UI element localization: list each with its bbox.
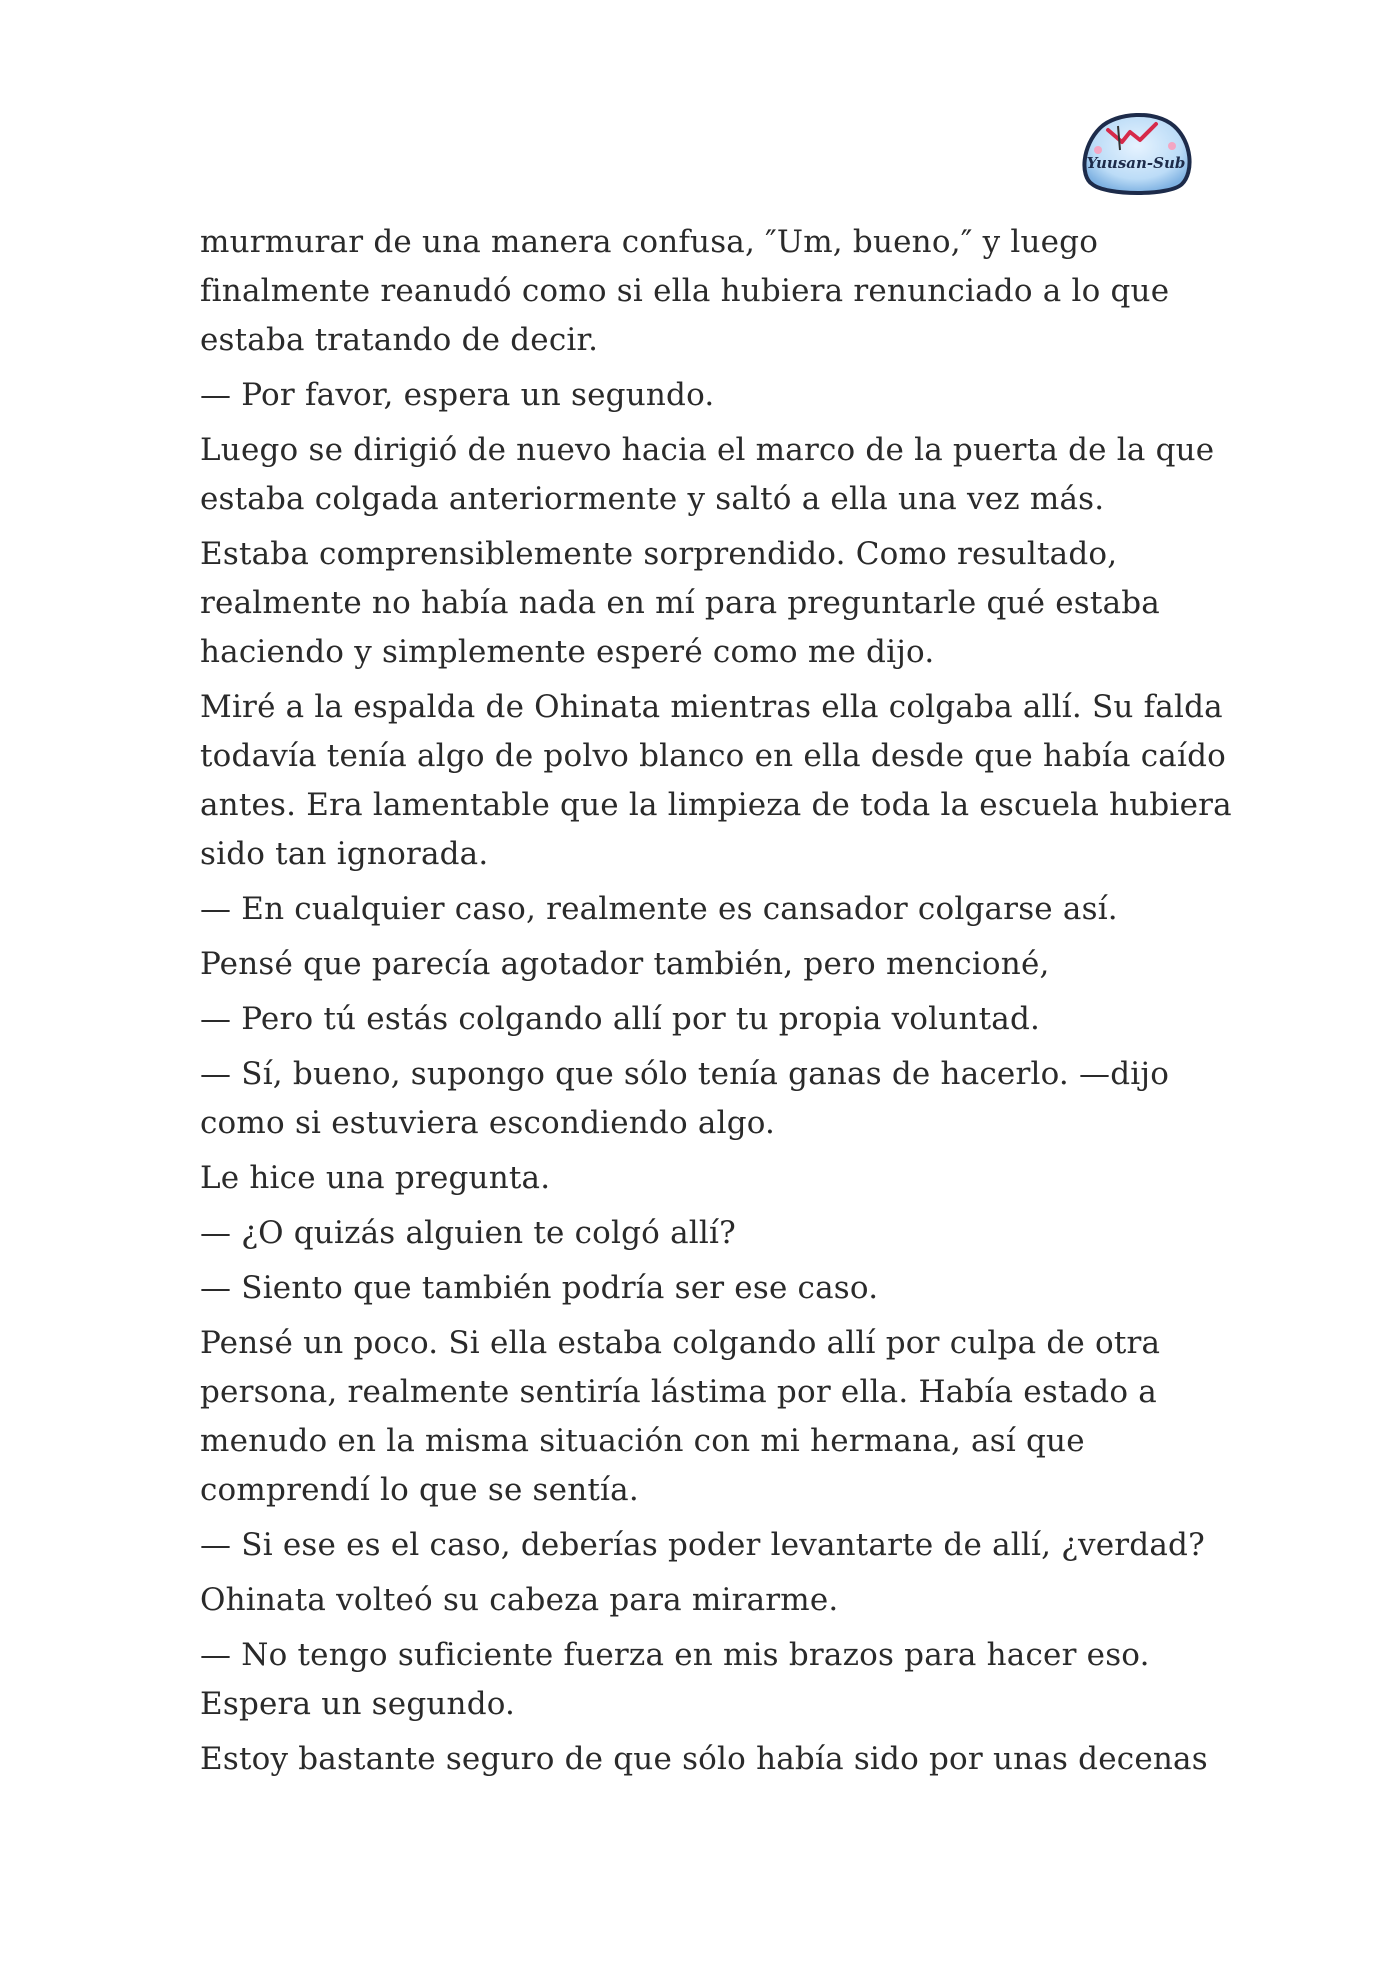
paragraph xyxy=(200,1735,1210,1784)
paragraph xyxy=(200,1576,1210,1625)
watermark-logo xyxy=(1078,106,1194,198)
paragraph xyxy=(200,1154,1210,1203)
text-line: todavía tenía algo de polvo blanco en ella desde que había caído xyxy=(200,738,1227,774)
text-line: Le hice una pregunta. xyxy=(200,1160,551,1196)
dialogue-line xyxy=(200,1050,1210,1148)
text-line: haciendo y simplemente esperé como me dijo. xyxy=(200,634,935,670)
text-line: — Si ese es el caso, deberías poder levantarte de allí, ¿verdad? xyxy=(200,1527,1205,1563)
text-line: Estaba comprensiblemente sorprendido. Como resultado, xyxy=(200,536,1118,572)
text-line: — En cualquier caso, realmente es cansador colgarse así. xyxy=(200,891,1118,927)
paragraph xyxy=(200,426,1215,524)
text-line: — ¿O quizás alguien te colgó allí? xyxy=(200,1215,736,1251)
dialogue-line xyxy=(200,995,1210,1044)
text-line: — Por favor, espera un segundo. xyxy=(200,377,715,413)
text-line: murmurar de una manera confusa, ″Um, bueno,″ y luego xyxy=(200,224,1099,260)
text-line: Ohinata volteó su cabeza para mirarme. xyxy=(200,1582,839,1618)
text-line: estaba colgada anteriormente y saltó a ella una vez más. xyxy=(200,481,1105,517)
text-line: antes. Era lamentable que la limpieza de toda la escuela hubiera xyxy=(200,787,1232,823)
logo-badge-icon xyxy=(1078,106,1194,198)
text-line: — No tengo suficiente fuerza en mis brazos para hacer eso. xyxy=(200,1637,1150,1673)
text-line: sido tan ignorada. xyxy=(200,836,489,872)
svg-text:Yuusan-Sub: Yuusan-Sub xyxy=(1086,154,1186,172)
text-line: — Pero tú estás colgando allí por tu propia voluntad. xyxy=(200,1001,1041,1037)
paragraph xyxy=(200,683,1232,879)
document-body xyxy=(200,218,1232,1790)
text-line: estaba tratando de decir. xyxy=(200,322,599,358)
paragraph xyxy=(200,1319,1210,1515)
text-line: Miré a la espalda de Ohinata mientras ella colgaba allí. Su falda xyxy=(200,689,1223,725)
text-line: como si estuviera escondiendo algo. xyxy=(200,1105,776,1141)
text-line: — Sí, bueno, supongo que sólo tenía ganas de hacerlo. —dijo xyxy=(200,1056,1170,1092)
text-line: finalmente reanudó como si ella hubiera renunciado a lo que xyxy=(200,273,1170,309)
text-line: — Siento que también podría ser ese caso. xyxy=(200,1270,879,1306)
text-line: menudo en la misma situación con mi hermana, así que xyxy=(200,1423,1085,1459)
text-line: realmente no había nada en mí para preguntarle qué estaba xyxy=(200,585,1160,621)
text-line: Estoy bastante seguro de que sólo había sido por unas decenas xyxy=(200,1741,1208,1777)
paragraph xyxy=(200,218,1210,365)
text-line: persona, realmente sentiría lástima por ella. Había estado a xyxy=(200,1374,1157,1410)
paragraph xyxy=(200,940,1210,989)
dialogue-line xyxy=(200,1521,1210,1570)
dialogue-line xyxy=(200,885,1210,934)
dialogue-line xyxy=(200,371,1210,420)
dialogue-line xyxy=(200,1264,1210,1313)
dialogue-line xyxy=(200,1631,1210,1729)
text-line: Pensé que parecía agotador también, pero mencioné, xyxy=(200,946,1050,982)
text-line: Espera un segundo. xyxy=(200,1686,516,1722)
dialogue-line xyxy=(200,1209,1210,1258)
text-line: comprendí lo que se sentía. xyxy=(200,1472,639,1508)
text-line: Luego se dirigió de nuevo hacia el marco de la puerta de la que xyxy=(200,432,1215,468)
text-line: Pensé un poco. Si ella estaba colgando allí por culpa de otra xyxy=(200,1325,1161,1361)
paragraph xyxy=(200,530,1210,677)
